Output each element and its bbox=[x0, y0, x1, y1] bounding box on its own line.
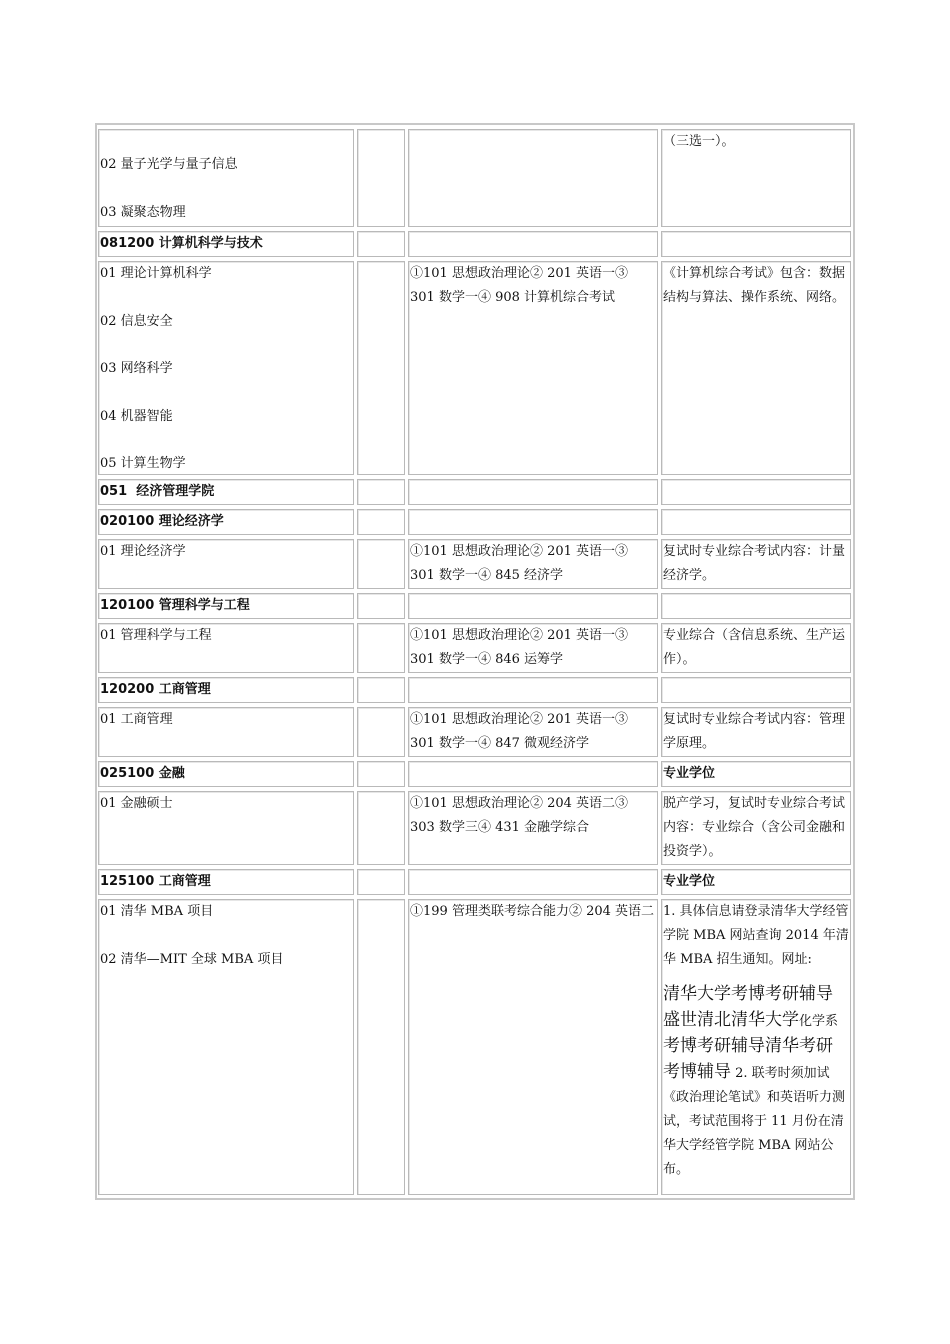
exam-subjects-cell: ①101 思想政治理论② 201 英语一③ 301 数学一④ 908 计算机综合考试 bbox=[408, 261, 658, 475]
direction-item: 04 机器智能 bbox=[100, 408, 173, 424]
direction-item: 02 清华—MIT 全球 MBA 项目 bbox=[100, 951, 284, 967]
blank-cell bbox=[357, 707, 405, 757]
exam-subjects-cell bbox=[408, 677, 658, 703]
exam-subjects-cell bbox=[408, 593, 658, 619]
direction-item: 02 信息安全 bbox=[100, 313, 173, 329]
major-heading: 020100 理论经济学 bbox=[98, 509, 354, 535]
remarks-cell bbox=[661, 231, 851, 257]
admissions-table bbox=[95, 123, 855, 1200]
table-row bbox=[97, 867, 853, 897]
degree-type-label: 专业学位 bbox=[661, 869, 851, 895]
exam-subjects-cell: ①199 管理类联考综合能力② 204 英语二 bbox=[408, 899, 658, 1195]
direction-item: 03 凝聚态物理 bbox=[100, 204, 186, 220]
exam-subjects-cell: ①101 思想政治理论② 201 英语一③ 301 数学一④ 846 运筹学 bbox=[408, 623, 658, 673]
remarks-cell: 脱产学习，复试时专业综合考试内容：专业综合（含公司金融和投资学）。 bbox=[661, 791, 851, 865]
direction-list bbox=[98, 129, 354, 227]
blank-cell bbox=[357, 479, 405, 505]
direction-list bbox=[98, 261, 354, 475]
major-heading: 125100 工商管理 bbox=[98, 869, 354, 895]
direction-item: 02 量子光学与量子信息 bbox=[100, 157, 238, 172]
remarks-cell: （三选一）。 bbox=[661, 129, 851, 227]
direction-item: 01 金融硕士 bbox=[98, 791, 354, 865]
blank-cell bbox=[357, 231, 405, 257]
table-row bbox=[97, 621, 853, 675]
exam-subjects-cell: ①101 思想政治理论② 204 英语二③ 303 数学三④ 431 金融学综合 bbox=[408, 791, 658, 865]
remarks-text: 2. 联考时须加试《政治理论笔试》和英语听力测试，考试范围将于 11 月份在清华大学经管学院 MBA 网站公布。 bbox=[663, 1066, 846, 1177]
exam-subjects-cell bbox=[408, 479, 658, 505]
table-row bbox=[97, 897, 853, 1197]
remarks-cell bbox=[661, 899, 851, 1195]
promo-text: 考博考研辅导清华考研考博辅导 bbox=[663, 1036, 833, 1082]
blank-cell bbox=[357, 899, 405, 1195]
blank-cell bbox=[357, 509, 405, 535]
table-row bbox=[97, 675, 853, 705]
direction-list bbox=[98, 899, 354, 1195]
blank-cell bbox=[357, 593, 405, 619]
degree-type-label: 专业学位 bbox=[661, 761, 851, 787]
direction-item: 01 理论计算机科学 bbox=[100, 266, 212, 281]
remarks-cell bbox=[661, 479, 851, 505]
major-heading: 120200 工商管理 bbox=[98, 677, 354, 703]
exam-subjects-cell bbox=[408, 869, 658, 895]
exam-subjects-cell bbox=[408, 231, 658, 257]
promo-text-small: 化学系 bbox=[799, 1014, 839, 1029]
blank-cell bbox=[357, 869, 405, 895]
table-row bbox=[97, 759, 853, 789]
remarks-cell bbox=[661, 677, 851, 703]
remarks-text: 1. 具体信息请登录清华大学经管学院 MBA 网站查询 2014 年清华 MBA 招生通知。网址: bbox=[663, 904, 849, 967]
remarks-cell: 复试时专业综合考试内容：管理学原理。 bbox=[661, 707, 851, 757]
blank-cell bbox=[357, 539, 405, 589]
exam-subjects-cell bbox=[408, 761, 658, 787]
table-row bbox=[97, 259, 853, 477]
direction-item: 05 计算生物学 bbox=[100, 456, 186, 471]
blank-cell bbox=[357, 623, 405, 673]
major-heading: 120100 管理科学与工程 bbox=[98, 593, 354, 619]
blank-cell bbox=[357, 761, 405, 787]
direction-item: 01 工商管理 bbox=[98, 707, 354, 757]
direction-item: 01 清华 MBA 项目 bbox=[100, 904, 214, 919]
remarks-cell: 《计算机综合考试》包含：数据结构与算法、操作系统、网络。 bbox=[661, 261, 851, 475]
major-heading: 081200 计算机科学与技术 bbox=[98, 231, 354, 257]
table-row bbox=[97, 537, 853, 591]
remarks-cell: 复试时专业综合考试内容：计量经济学。 bbox=[661, 539, 851, 589]
table-row bbox=[97, 789, 853, 867]
exam-subjects-cell bbox=[408, 129, 658, 227]
school-heading: 051 经济管理学院 bbox=[98, 479, 354, 505]
remarks-cell: 专业综合（含信息系统、生产运作）。 bbox=[661, 623, 851, 673]
promo-text: 清华大学考博考研辅导盛世清北清华大学 bbox=[663, 984, 833, 1030]
table-row bbox=[97, 229, 853, 259]
blank-cell bbox=[357, 129, 405, 227]
exam-subjects-cell: ①101 思想政治理论② 201 英语一③ 301 数学一④ 845 经济学 bbox=[408, 539, 658, 589]
table-row bbox=[97, 591, 853, 621]
table-row bbox=[97, 477, 853, 507]
remarks-cell bbox=[661, 509, 851, 535]
blank-cell bbox=[357, 791, 405, 865]
blank-cell bbox=[357, 677, 405, 703]
major-heading: 025100 金融 bbox=[98, 761, 354, 787]
table-row bbox=[97, 127, 853, 229]
blank-cell bbox=[357, 261, 405, 475]
direction-item: 01 理论经济学 bbox=[98, 539, 354, 589]
direction-item: 03 网络科学 bbox=[100, 361, 173, 376]
table-row bbox=[97, 507, 853, 537]
table-row bbox=[97, 705, 853, 759]
remarks-cell bbox=[661, 593, 851, 619]
direction-item: 01 管理科学与工程 bbox=[98, 623, 354, 673]
exam-subjects-cell bbox=[408, 509, 658, 535]
exam-subjects-cell: ①101 思想政治理论② 201 英语一③ 301 数学一④ 847 微观经济学 bbox=[408, 707, 658, 757]
